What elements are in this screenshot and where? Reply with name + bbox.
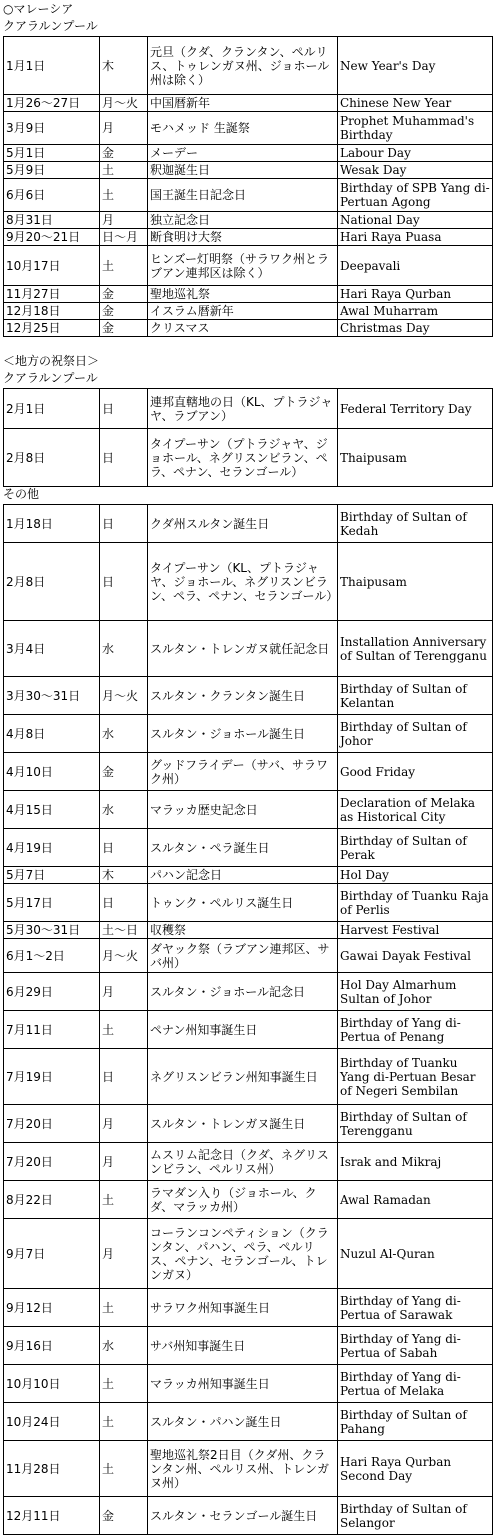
holiday-name-ja: コーランコンペティション（クランタン、パハン、ペラ、ペルリス、ペナン、セランゴール、トレンガヌ）	[148, 1219, 338, 1289]
holiday-weekday: 日	[100, 543, 148, 621]
holiday-name-en: New Year's Day	[338, 37, 493, 95]
holiday-weekday: 月	[100, 1105, 148, 1143]
holiday-name-ja: スルタン・トレンガヌ就任記念日	[148, 621, 338, 677]
holiday-weekday: 月～火	[100, 677, 148, 715]
holiday-name-ja: 聖地巡礼祭2日目（クダ州、クランタン州、ペルリス州、トレンガヌ州）	[148, 1441, 338, 1497]
holiday-date: 7月11日	[4, 1011, 100, 1049]
holiday-name-ja: スルタン・ジョホール記念日	[148, 973, 338, 1011]
table-row	[4, 973, 493, 1011]
table-row	[4, 246, 493, 286]
holiday-weekday: 月	[100, 1219, 148, 1289]
table-row	[4, 429, 493, 487]
holiday-name-en: Birthday of Sultan of Terengganu	[338, 1105, 493, 1143]
holiday-name-en: Birthday of Tuanku Yang di-Pertuan Besar of Negeri Sembilan	[338, 1049, 493, 1105]
holiday-date: 9月16日	[4, 1327, 100, 1365]
holiday-date: 2月8日	[4, 429, 100, 487]
holiday-weekday: 月	[100, 1143, 148, 1181]
table-row	[4, 389, 493, 429]
holiday-date: 7月20日	[4, 1143, 100, 1181]
holiday-weekday: 木	[100, 37, 148, 95]
table-row	[4, 286, 493, 303]
holiday-name-en: Declaration of Melaka as Historical City	[338, 791, 493, 829]
holiday-name-ja: クダ州スルタン誕生日	[148, 505, 338, 543]
holiday-weekday: 日	[100, 884, 148, 922]
table-row	[4, 715, 493, 753]
holiday-name-ja: メーデー	[148, 145, 338, 162]
holiday-date: 12月11日	[4, 1497, 100, 1535]
holiday-date: 1月1日	[4, 37, 100, 95]
holiday-date: 12月25日	[4, 320, 100, 337]
holiday-weekday: 土～日	[100, 922, 148, 939]
table-row	[4, 212, 493, 229]
holiday-weekday: 金	[100, 320, 148, 337]
table-row	[4, 753, 493, 791]
table-row	[4, 791, 493, 829]
table-row	[4, 37, 493, 95]
table-row	[4, 1365, 493, 1403]
holiday-date: 4月8日	[4, 715, 100, 753]
holiday-name-ja: ペナン州知事誕生日	[148, 1011, 338, 1049]
holiday-name-ja: 連邦直轄地の日（KL、プトラジャヤ、ラブアン）	[148, 389, 338, 429]
holiday-name-en: Hol Day	[338, 867, 493, 884]
table-row	[4, 829, 493, 867]
table-row	[4, 1105, 493, 1143]
holiday-name-en: Birthday of Sultan of Johor	[338, 715, 493, 753]
holiday-weekday: 月	[100, 973, 148, 1011]
table-row	[4, 1011, 493, 1049]
holiday-date: 5月30～31日	[4, 922, 100, 939]
holiday-name-en: National Day	[338, 212, 493, 229]
holiday-name-ja: クリスマス	[148, 320, 338, 337]
holiday-date: 8月22日	[4, 1181, 100, 1219]
holiday-date: 5月9日	[4, 162, 100, 179]
holiday-name-en: Birthday of Sultan of Kelantan	[338, 677, 493, 715]
table-row	[4, 112, 493, 145]
holiday-weekday: 水	[100, 621, 148, 677]
holiday-name-ja: ラマダン入り（ジョホール、クダ、マラッカ州）	[148, 1181, 338, 1219]
table-row	[4, 162, 493, 179]
table-row	[4, 303, 493, 320]
table-row	[4, 1143, 493, 1181]
holiday-name-ja: イスラム暦新年	[148, 303, 338, 320]
holiday-weekday: 月	[100, 212, 148, 229]
other-regions-table	[3, 504, 493, 1535]
holiday-name-ja: 断食明け大祭	[148, 229, 338, 246]
national-city-label: クアラルンプール	[3, 19, 98, 33]
table-row	[4, 145, 493, 162]
table-row	[4, 677, 493, 715]
holiday-date: 6月1～2日	[4, 939, 100, 973]
table-row	[4, 179, 493, 212]
holiday-name-ja: パハン記念日	[148, 867, 338, 884]
holiday-name-ja: ダヤック祭（ラブアン連邦区、サバ州）	[148, 939, 338, 973]
holiday-name-en: Thaipusam	[338, 543, 493, 621]
table-row	[4, 621, 493, 677]
table-row	[4, 95, 493, 112]
holiday-name-en: Nuzul Al-Quran	[338, 1219, 493, 1289]
holiday-name-ja: タイプーサン（プトラジャヤ、ジョホール、ネグリスンビラン、ペラ、ペナン、セランゴール）	[148, 429, 338, 487]
holiday-date: 5月7日	[4, 867, 100, 884]
holiday-date: 3月4日	[4, 621, 100, 677]
table-row	[4, 867, 493, 884]
holiday-name-ja: ヒンズー灯明祭（サラワク州とラブアン連邦区は除く）	[148, 246, 338, 286]
holiday-date: 7月20日	[4, 1105, 100, 1143]
holiday-weekday: 金	[100, 753, 148, 791]
holiday-date: 9月12日	[4, 1289, 100, 1327]
table-row	[4, 229, 493, 246]
regional-city-label: クアラルンプール	[3, 371, 98, 385]
holiday-name-en: Birthday of SPB Yang di-Pertuan Agong	[338, 179, 493, 212]
holiday-name-en: Awal Muharram	[338, 303, 493, 320]
holiday-weekday: 土	[100, 1011, 148, 1049]
table-row	[4, 1289, 493, 1327]
holiday-date: 6月29日	[4, 973, 100, 1011]
holiday-weekday: 日～月	[100, 229, 148, 246]
holiday-weekday: 土	[100, 1403, 148, 1441]
holiday-name-ja: スルタン・クランタン誕生日	[148, 677, 338, 715]
holiday-date: 2月1日	[4, 389, 100, 429]
holiday-name-en: Good Friday	[338, 753, 493, 791]
holiday-name-en: Hari Raya Qurban	[338, 286, 493, 303]
page-title: ○マレーシア	[3, 2, 74, 16]
holiday-name-en: Gawai Dayak Festival	[338, 939, 493, 973]
regional-heading: ＜地方の祝祭日＞	[3, 354, 100, 368]
holiday-date: 8月31日	[4, 212, 100, 229]
holiday-weekday: 水	[100, 715, 148, 753]
holiday-name-en: Wesak Day	[338, 162, 493, 179]
holiday-name-en: Prophet Muhammad's Birthday	[338, 112, 493, 145]
holiday-weekday: 月～火	[100, 95, 148, 112]
holiday-name-en: Birthday of Yang di-Pertua of Sabah	[338, 1327, 493, 1365]
holiday-date: 4月15日	[4, 791, 100, 829]
holiday-date: 9月7日	[4, 1219, 100, 1289]
holiday-name-en: Installation Anniversary of Sultan of Terengganu	[338, 621, 493, 677]
holiday-date: 1月26～27日	[4, 95, 100, 112]
holiday-name-en: Thaipusam	[338, 429, 493, 487]
holiday-weekday: 土	[100, 1181, 148, 1219]
holiday-name-ja: 国王誕生日記念日	[148, 179, 338, 212]
holiday-weekday: 土	[100, 179, 148, 212]
holiday-name-en: Chinese New Year	[338, 95, 493, 112]
holiday-name-ja: 聖地巡礼祭	[148, 286, 338, 303]
holiday-weekday: 日	[100, 429, 148, 487]
holiday-name-ja: ネグリスンビラン州知事誕生日	[148, 1049, 338, 1105]
holiday-date: 1月18日	[4, 505, 100, 543]
holiday-date: 11月27日	[4, 286, 100, 303]
holiday-name-ja: スルタン・パハン誕生日	[148, 1403, 338, 1441]
holiday-weekday: 日	[100, 505, 148, 543]
table-row	[4, 1403, 493, 1441]
holiday-name-ja: マラッカ州知事誕生日	[148, 1365, 338, 1403]
holiday-weekday: 日	[100, 389, 148, 429]
holiday-name-en: Deepavali	[338, 246, 493, 286]
holiday-name-en: Birthday of Tuanku Raja of Perlis	[338, 884, 493, 922]
table-row	[4, 884, 493, 922]
holiday-weekday: 土	[100, 246, 148, 286]
holiday-date: 3月30～31日	[4, 677, 100, 715]
holiday-name-en: Israk and Mikraj	[338, 1143, 493, 1181]
holiday-weekday: 土	[100, 1289, 148, 1327]
table-row	[4, 1497, 493, 1535]
holiday-weekday: 金	[100, 1497, 148, 1535]
regional-kl-table	[3, 388, 493, 487]
table-row	[4, 939, 493, 973]
other-regions-label: その他	[3, 487, 40, 501]
holiday-name-en: Harvest Festival	[338, 922, 493, 939]
holiday-name-ja: サバ州知事誕生日	[148, 1327, 338, 1365]
holiday-name-ja: マラッカ歴史記念日	[148, 791, 338, 829]
holiday-weekday: 土	[100, 1441, 148, 1497]
holiday-weekday: 木	[100, 867, 148, 884]
holiday-name-en: Birthday of Yang di-Pertua of Penang	[338, 1011, 493, 1049]
holiday-date: 5月17日	[4, 884, 100, 922]
table-row	[4, 1049, 493, 1105]
holiday-name-en: Hol Day Almarhum Sultan of Johor	[338, 973, 493, 1011]
holiday-name-en: Birthday of Yang di-Pertua of Sarawak	[338, 1289, 493, 1327]
holiday-weekday: 月～火	[100, 939, 148, 973]
holiday-name-ja: グッドフライデー（サバ、サラワク州）	[148, 753, 338, 791]
table-row	[4, 922, 493, 939]
holiday-weekday: 月	[100, 112, 148, 145]
holiday-name-ja: 独立記念日	[148, 212, 338, 229]
holiday-date: 2月8日	[4, 543, 100, 621]
holiday-name-ja: スルタン・ペラ誕生日	[148, 829, 338, 867]
national-holidays-table	[3, 36, 493, 337]
holiday-weekday: 日	[100, 829, 148, 867]
holiday-date: 3月9日	[4, 112, 100, 145]
holiday-date: 6月6日	[4, 179, 100, 212]
holiday-name-ja: 釈迦誕生日	[148, 162, 338, 179]
holiday-name-ja: トゥンク・ペルリス誕生日	[148, 884, 338, 922]
holiday-name-en: Birthday of Sultan of Selangor	[338, 1497, 493, 1535]
holiday-weekday: 金	[100, 303, 148, 320]
holiday-date: 4月19日	[4, 829, 100, 867]
holiday-name-en: Birthday of Sultan of Perak	[338, 829, 493, 867]
holiday-name-ja: モハメッド 生誕祭	[148, 112, 338, 145]
holiday-name-en: Birthday of Sultan of Pahang	[338, 1403, 493, 1441]
holiday-weekday: 水	[100, 791, 148, 829]
holiday-name-ja: スルタン・ジョホール誕生日	[148, 715, 338, 753]
holiday-date: 5月1日	[4, 145, 100, 162]
table-row	[4, 1327, 493, 1365]
holiday-weekday: 土	[100, 162, 148, 179]
table-row	[4, 320, 493, 337]
holiday-name-en: Birthday of Sultan of Kedah	[338, 505, 493, 543]
holiday-weekday: 金	[100, 286, 148, 303]
spacer	[3, 337, 498, 354]
holiday-name-en: Hari Raya Qurban Second Day	[338, 1441, 493, 1497]
table-row	[4, 1181, 493, 1219]
holiday-weekday: 水	[100, 1327, 148, 1365]
table-row	[4, 1219, 493, 1289]
holiday-name-en: Federal Territory Day	[338, 389, 493, 429]
holiday-name-ja: タイプーサン（KL、プトラジャヤ、ジョホール、ネグリスンビラン、ペラ、ペナン、セランゴール）	[148, 543, 338, 621]
holiday-name-en: Christmas Day	[338, 320, 493, 337]
holiday-weekday: 金	[100, 145, 148, 162]
holiday-weekday: 土	[100, 1365, 148, 1403]
table-row	[4, 543, 493, 621]
table-row	[4, 505, 493, 543]
holiday-date: 11月28日	[4, 1441, 100, 1497]
holiday-date: 4月10日	[4, 753, 100, 791]
holiday-name-ja: 収穫祭	[148, 922, 338, 939]
holiday-date: 12月18日	[4, 303, 100, 320]
holiday-date: 10月24日	[4, 1403, 100, 1441]
holiday-name-en: Hari Raya Puasa	[338, 229, 493, 246]
table-row	[4, 1441, 493, 1497]
holiday-date: 10月10日	[4, 1365, 100, 1403]
holiday-name-en: Labour Day	[338, 145, 493, 162]
holiday-name-ja: サラワク州知事誕生日	[148, 1289, 338, 1327]
holiday-date: 7月19日	[4, 1049, 100, 1105]
holiday-name-ja: 元旦（クダ、クランタン、ペルリス、トゥレンガヌ州、ジョホール州は除く）	[148, 37, 338, 95]
holiday-date: 9月20～21日	[4, 229, 100, 246]
holiday-name-ja: 中国暦新年	[148, 95, 338, 112]
holiday-name-ja: ムスリム記念日（クダ、ネグリスンビラン、ペルリス州）	[148, 1143, 338, 1181]
holiday-weekday: 日	[100, 1049, 148, 1105]
holiday-name-ja: スルタン・セランゴール誕生日	[148, 1497, 338, 1535]
holiday-name-en: Birthday of Yang di-Pertua of Melaka	[338, 1365, 493, 1403]
holiday-date: 10月17日	[4, 246, 100, 286]
holiday-name-en: Awal Ramadan	[338, 1181, 493, 1219]
holiday-name-ja: スルタン・トレンガヌ誕生日	[148, 1105, 338, 1143]
